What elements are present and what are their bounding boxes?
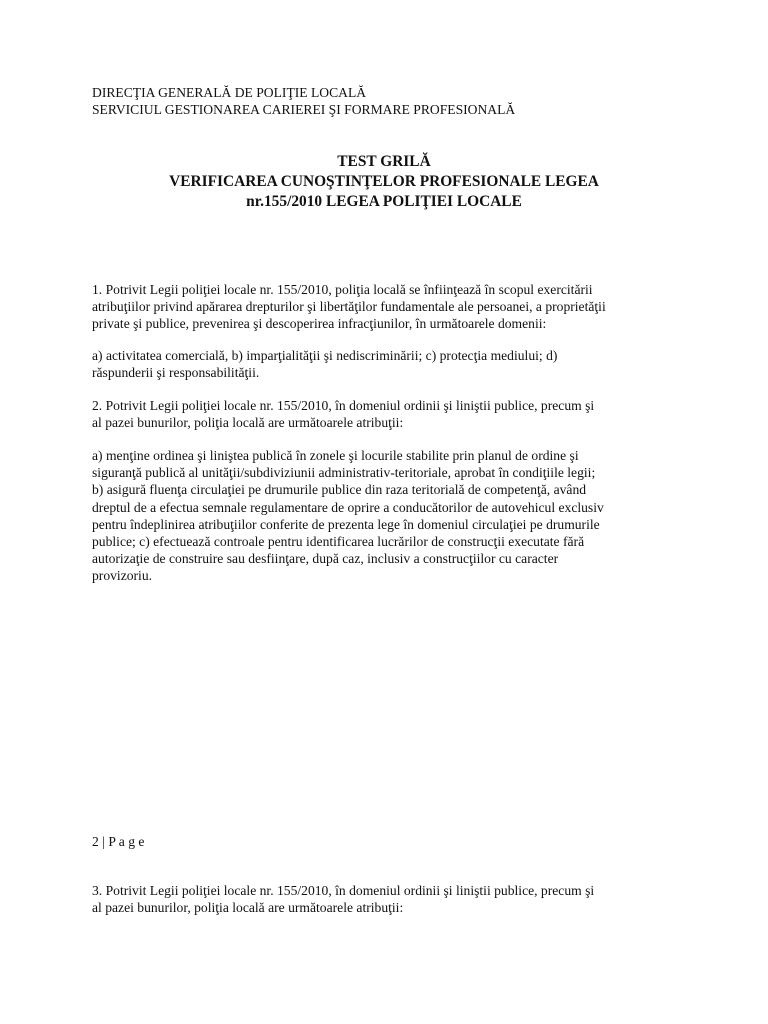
question-3: [92, 882, 692, 916]
answer-line: dreptul de a efectua semnale regulamentare de oprire a conducătorilor de autovehicul exclusiv: [92, 499, 604, 515]
answer-line: provizoriu.: [92, 568, 153, 584]
answers-2: [92, 447, 692, 585]
header-service: SERVICIUL GESTIONAREA CARIEREI ŞI FORMARE PROFESIONALĂ: [92, 102, 516, 117]
document-header: [92, 84, 515, 118]
page-separator: |: [102, 834, 105, 849]
page-number: 2: [92, 834, 99, 849]
answer-line: a) activitatea comercială, b) imparţialităţii şi nediscriminării; c) protecţia mediului; d): [92, 348, 558, 363]
question-line: al pazei bunurilor, poliţia locală are următoarele atribuţii:: [92, 415, 404, 431]
answer-line: publice; c) efectuează controale pentru identificarea lucrărilor de construcţii executate fără: [92, 534, 585, 550]
question-2: [92, 397, 692, 431]
answer-line: răspunderii şi responsabilităţii.: [92, 365, 260, 381]
title-line-2: VERIFICAREA CUNOŞTINŢELOR PROFESIONALE LEGEA: [169, 173, 599, 190]
title-line-3: nr.155/2010 LEGEA POLIŢIEI LOCALE: [246, 193, 522, 210]
question-line: atribuţiilor privind apărarea drepturilor şi libertăţilor fundamentale ale persoanei, a proprietăţii: [92, 299, 606, 315]
question-1: [92, 281, 692, 333]
answer-line: autorizaţie de construire sau desfiinţare, după caz, inclusiv a construcţiilor cu caracter: [92, 551, 559, 567]
answer-line: a) menţine ordinea şi liniştea publică în zonele şi locurile stabilite prin planul de ordine şi: [92, 448, 579, 463]
question-line: 3. Potrivit Legii poliţiei locale nr. 155/2010, în domeniul ordinii şi liniştii publice, precum şi: [92, 883, 595, 898]
document-title: [0, 152, 768, 212]
question-line: private şi publice, prevenirea şi descoperirea infracţiunilor, în următoarele domenii:: [92, 316, 547, 332]
page-label: P a g e: [108, 834, 145, 849]
page-footer: [92, 833, 692, 850]
answer-line: siguranţă publică al unităţii/subdiviziunii administrativ-teritoriale, aprobat în condiţiile legii;: [92, 465, 596, 481]
answers-1: [92, 347, 692, 381]
answer-line: pentru îndeplinirea atribuţiilor conferite de prezenta lege în domeniul circulaţiei pe drumurile: [92, 516, 600, 532]
question-line: al pazei bunurilor, poliţia locală are următoarele atribuţii:: [92, 900, 404, 916]
question-line: 2. Potrivit Legii poliţiei locale nr. 155/2010, în domeniul ordinii şi liniştii publice, precum şi: [92, 398, 595, 413]
title-line-1: TEST GRILĂ: [337, 153, 431, 170]
answer-line: b) asigură fluenţa circulaţiei pe drumurile publice din raza teritorială de competenţă, având: [92, 482, 587, 498]
question-line: 1. Potrivit Legii poliţiei locale nr. 155/2010, poliţia locală se înfiinţează în scopul exercitării: [92, 282, 593, 297]
header-directorate: DIRECŢIA GENERALĂ DE POLIŢIE LOCALĂ: [92, 85, 367, 100]
